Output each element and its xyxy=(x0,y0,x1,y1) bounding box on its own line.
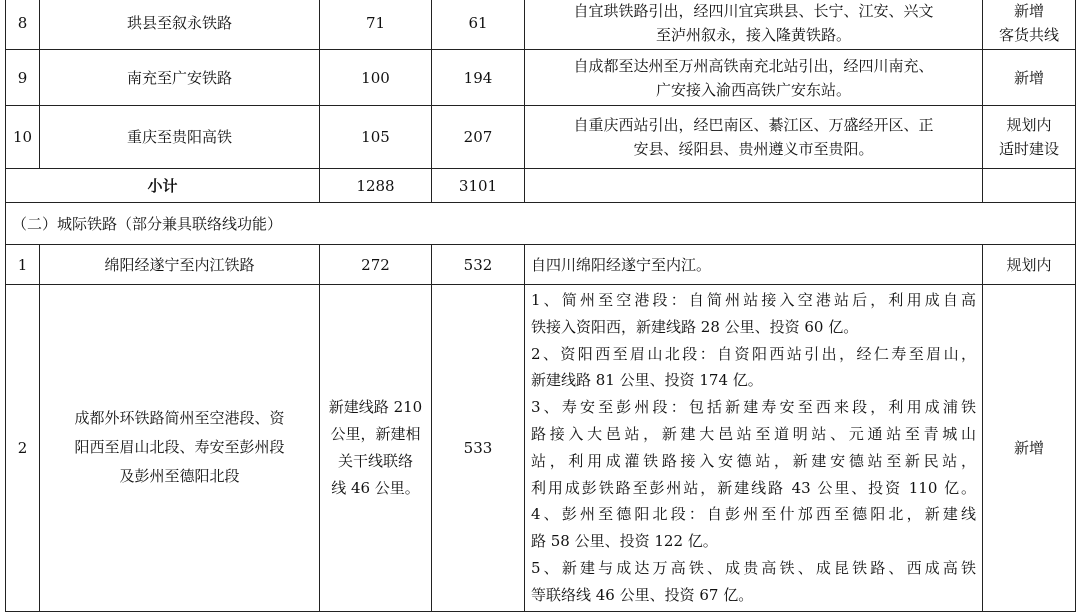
status-line: 规划内 xyxy=(1006,116,1052,134)
row-number: 1 xyxy=(6,245,40,285)
table-row xyxy=(6,245,1076,285)
description-line: 至泸州叙永，接入隆黄铁路。 xyxy=(655,26,851,44)
status-cell: 新增 xyxy=(983,285,1076,612)
length-cell: 105 xyxy=(320,106,432,169)
status-cell xyxy=(983,50,1076,106)
table-row xyxy=(6,106,1076,169)
description-line: 2、资阳西至眉山北段：自资阳西站引出，经仁寿至眉山， xyxy=(531,344,976,363)
description-line: 路接入大邑站，新建大邑站至道明站、元通站至青城山 xyxy=(531,424,976,443)
description-line: 路 58 公里、投资 122 亿。 xyxy=(531,532,718,551)
section-title: （二）城际铁路（部分兼具联络线功能） xyxy=(6,203,1076,245)
row-number: 9 xyxy=(6,50,40,106)
line-name: 南充至广安铁路 xyxy=(40,50,320,106)
description-line: 新建线路 81 公里、投资 174 亿。 xyxy=(531,371,763,390)
description-line: 5、新建与成达万高铁、成贵高铁、成昆铁路、西成高铁 xyxy=(531,558,976,577)
subtotal-investment: 3101 xyxy=(432,169,525,203)
description-cell xyxy=(525,285,983,612)
table-row xyxy=(6,0,1076,50)
description-cell xyxy=(525,50,983,106)
subtotal-label: 小计 xyxy=(6,169,320,203)
row-number: 2 xyxy=(6,285,40,612)
description-line: 铁接入资阳西，新建线路 28 公里、投资 60 亿。 xyxy=(531,317,859,336)
length-cell: 272 xyxy=(320,245,432,285)
status-cell xyxy=(983,106,1076,169)
section-header-row xyxy=(6,203,1076,245)
name-line: 阳西至眉山北段、寿安至彭州段 xyxy=(74,438,285,457)
description-line: 自重庆西站引出，经巴南区、綦江区、万盛经开区、正 xyxy=(573,116,934,134)
investment-cell: 532 xyxy=(432,245,525,285)
status-line: 新增 xyxy=(1013,68,1044,87)
investment-cell: 533 xyxy=(432,285,525,612)
status-line: 新增 xyxy=(1013,2,1044,20)
length-cell xyxy=(320,285,432,612)
status-cell xyxy=(983,0,1076,50)
subtotal-row xyxy=(6,169,1076,203)
description-line: 自宜珙铁路引出，经四川宜宾珙县、长宁、江安、兴文 xyxy=(573,2,934,20)
empty-cell xyxy=(525,169,983,203)
status-cell: 规划内 xyxy=(983,245,1076,285)
row-number: 10 xyxy=(6,106,40,169)
investment-cell: 194 xyxy=(432,50,525,106)
table-row xyxy=(6,50,1076,106)
length-line: 关干线联络 xyxy=(337,451,413,470)
description-line: 广安接入渝西高铁广安东站。 xyxy=(655,80,851,99)
line-name xyxy=(40,285,320,612)
description-line: 自成都至达州至万州高铁南充北站引出，经四川南充、 xyxy=(573,56,934,75)
status-line: 适时建设 xyxy=(998,140,1059,158)
subtotal-length: 1288 xyxy=(320,169,432,203)
length-cell: 71 xyxy=(320,0,432,50)
description-line: 等联络线 46 公里、投资 67 亿。 xyxy=(531,585,754,604)
description-cell: 自四川绵阳经遂宁至内江。 xyxy=(525,245,983,285)
description-line: 站，利用成灌铁路接入安德站，新建安德站至新民站， xyxy=(531,451,976,470)
description-line: 安县、绥阳县、贵州遵义市至贵阳。 xyxy=(633,140,874,158)
length-cell: 100 xyxy=(320,50,432,106)
length-line: 公里，新建相 xyxy=(330,424,421,443)
line-name: 重庆至贵阳高铁 xyxy=(40,106,320,169)
railway-plan-table xyxy=(5,0,1076,612)
investment-cell: 61 xyxy=(432,0,525,50)
table-row xyxy=(6,285,1076,612)
status-line: 客货共线 xyxy=(998,26,1059,44)
description-line: 3、寿安至彭州段：包括新建寿安至西来段，利用成浦铁 xyxy=(531,398,976,417)
row-number: 8 xyxy=(6,0,40,50)
line-name: 绵阳经遂宁至内江铁路 xyxy=(40,245,320,285)
description-line: 4、彭州至德阳北段：自彭州至什邡西至德阳北，新建线 xyxy=(531,505,976,524)
length-line: 新建线路 210 xyxy=(328,397,423,416)
name-line: 成都外环铁路简州至空港段、资 xyxy=(74,409,285,428)
description-cell xyxy=(525,106,983,169)
name-line: 及彭州至德阳北段 xyxy=(119,467,240,486)
length-line: 线 46 公里。 xyxy=(331,478,420,497)
line-name: 珙县至叙永铁路 xyxy=(40,0,320,50)
investment-cell: 207 xyxy=(432,106,525,169)
description-line: 1、简州至空港段：自简州站接入空港站后，利用成自高 xyxy=(531,291,976,309)
empty-cell xyxy=(983,169,1076,203)
description-line: 利用成彭铁路至彭州站，新建线路 43 公里、投资 110 亿。 xyxy=(531,478,976,497)
description-cell xyxy=(525,0,983,50)
